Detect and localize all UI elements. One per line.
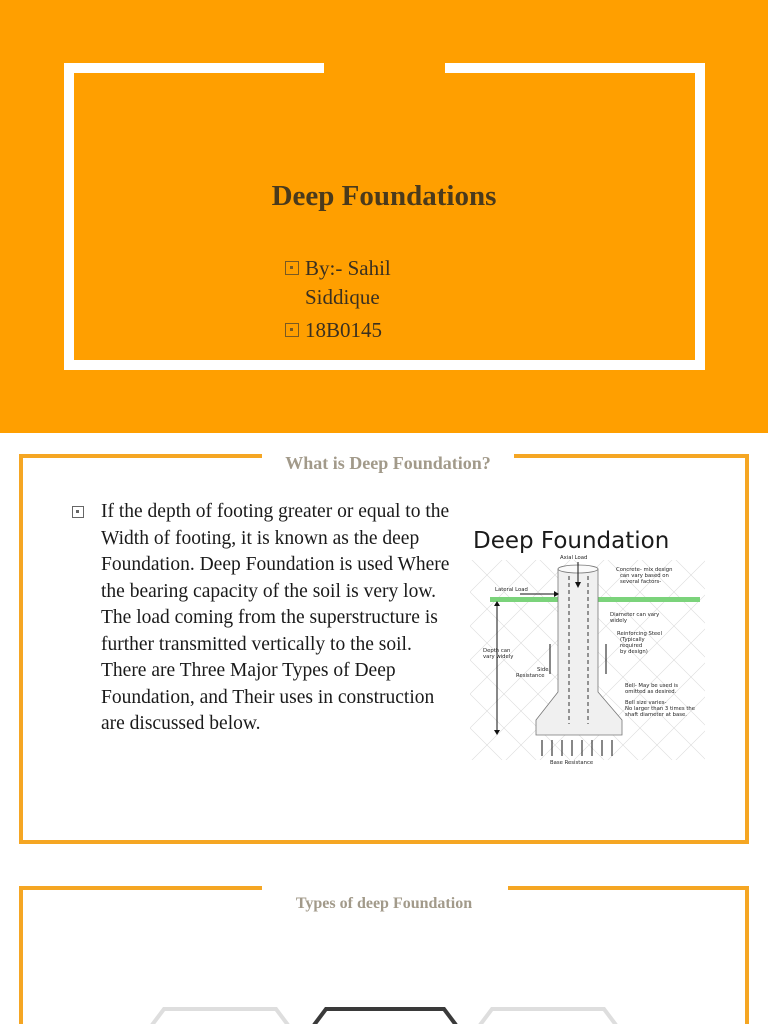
- definition-paragraph-block: [72, 499, 452, 738]
- types-slide: [0, 873, 768, 1024]
- bullet-square-icon: [285, 261, 299, 275]
- definition-slide: [0, 433, 768, 873]
- roll-number: 18B0145: [305, 318, 383, 342]
- bullet-square-icon: [285, 323, 299, 337]
- author-item: [283, 254, 443, 312]
- label-diameter: Diameter can vary: [610, 612, 660, 618]
- bullet-square-icon: [72, 506, 84, 518]
- author-name-line1: By:- Sahil: [305, 256, 391, 280]
- label-concrete-3: several factors-: [620, 579, 662, 585]
- label-reinforcing: Reinforcing Steel: [617, 631, 662, 637]
- definition-title: What is Deep Foundation?: [285, 453, 491, 473]
- label-bellsize: Bell size varies-: [625, 700, 667, 706]
- author-name-line2: Siddique: [305, 285, 380, 309]
- deep-foundation-diagram: [470, 524, 705, 764]
- label-depth: Depth can: [483, 648, 511, 654]
- label-bell-2: omitted as desired.: [625, 689, 677, 695]
- label-diameter-2: widely: [610, 618, 628, 624]
- types-title: Types of deep Foundation: [295, 895, 473, 912]
- label-base: Base Resistance: [550, 760, 594, 764]
- label-concrete: Concrete- mix design: [616, 567, 673, 573]
- diagram-heading: Deep Foundation: [473, 528, 670, 554]
- label-reinforcing-3: required: [620, 643, 643, 649]
- hexagon-left: [140, 1007, 300, 1024]
- label-bell: Bell- May be used is: [625, 683, 679, 689]
- title-frame-top-right: [445, 63, 705, 73]
- hexagon-center: [304, 1007, 466, 1024]
- label-side: Side: [537, 667, 549, 673]
- title-gap: [262, 883, 508, 895]
- label-reinforcing-2: (Typically: [620, 637, 645, 643]
- roll-number-item: [283, 316, 443, 345]
- title-frame-top-left: [64, 63, 324, 73]
- label-reinforcing-4: by design): [620, 649, 648, 655]
- slide-title: Deep Foundations: [271, 180, 497, 212]
- label-bellsize-2: No larger than 3 times the: [625, 706, 696, 712]
- definition-paragraph: If the depth of footing greater or equal to the Width of footing, it is known as the deep Foundation. Deep Foundation is used Where the bearing capacity of the soil is very low. The load coming from the superstructure is further transmitted vertically to the soil. There are Three Major Types of Deep Foundation, and Their uses in construction are discussed below.: [101, 501, 450, 734]
- label-axial-load: Axial Load: [560, 555, 588, 561]
- label-concrete-2: can vary based on: [620, 573, 669, 579]
- label-side-2: Resistance: [516, 673, 545, 679]
- title-slide: [0, 0, 768, 433]
- label-depth-2: vary widely: [483, 654, 514, 660]
- author-list: [283, 254, 443, 349]
- label-lateral-load: Lateral Load: [495, 587, 528, 593]
- label-bellsize-3: shaft diameter at base.: [625, 712, 687, 718]
- hexagon-right: [468, 1007, 628, 1024]
